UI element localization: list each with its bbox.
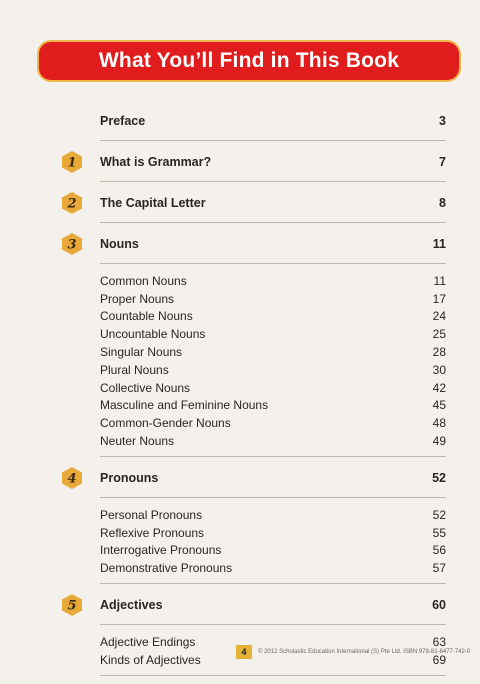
subtopic-row[interactable] (100, 432, 446, 450)
divider (100, 181, 446, 182)
chapter-title: What is Grammar? (100, 155, 212, 169)
badge-number: 1 (67, 155, 77, 171)
subtopic-row[interactable] (100, 379, 446, 397)
subtopic-page: 45 (432, 398, 446, 413)
chapter-number-badge (60, 191, 84, 215)
chapter-page: 52 (432, 470, 446, 485)
divider (100, 497, 446, 498)
subtopic-title: Proper Nouns (100, 291, 175, 306)
subtopic-title: Reflexive Pronouns (100, 525, 205, 540)
subtopic-row[interactable] (100, 343, 446, 361)
subtopic-row[interactable] (100, 524, 446, 542)
subtopic-page: 17 (432, 291, 446, 306)
subtopic-row[interactable] (100, 414, 446, 432)
subtopic-row[interactable] (100, 506, 446, 524)
subtopic-row[interactable] (100, 397, 446, 415)
chapter-page: 60 (432, 598, 446, 613)
title-banner (37, 40, 461, 82)
chapter-page: 11 (432, 237, 446, 251)
toc-section (60, 149, 446, 182)
toc-section (60, 108, 446, 141)
toc-section (60, 592, 446, 676)
subtopic-page: 25 (432, 327, 446, 342)
divider (100, 624, 446, 625)
toc-section (60, 465, 446, 584)
subtopic-row[interactable] (100, 325, 446, 343)
subtopic-title: Uncountable Nouns (100, 327, 206, 342)
chapter-heading[interactable] (60, 108, 446, 134)
subtopic-title: Countable Nouns (100, 309, 193, 324)
subtopic-page: 49 (432, 434, 446, 449)
chapter-heading[interactable] (60, 465, 446, 491)
chapter-title: Preface (100, 114, 146, 128)
subtopic-title: Common-Gender Nouns (100, 416, 231, 431)
chapter-number-badge (60, 232, 84, 256)
page-number: 4 (236, 645, 252, 659)
subtopic-page: 42 (432, 380, 446, 395)
subtopic-page: 57 (432, 561, 446, 576)
chapter-page: 8 (439, 196, 446, 210)
chapter-number-badge (60, 593, 84, 617)
chapter-number-badge (60, 466, 84, 490)
subtopic-title: Common Nouns (100, 273, 187, 288)
subtopic-row[interactable] (100, 290, 446, 308)
badge-number: 2 (67, 196, 77, 212)
subtopic-page: 48 (432, 416, 446, 431)
chapter-title: Nouns (100, 237, 139, 251)
copyright-text: © 2012 Scholastic Education International (S) Pte Ltd. ISBN 978-81-8477-742-0 (258, 649, 471, 655)
subtopic-page: 24 (432, 309, 446, 324)
chapter-title: Adjectives (100, 598, 163, 613)
chapter-number-badge (60, 150, 84, 174)
chapter-heading[interactable] (60, 190, 446, 216)
subtopic-title: Collective Nouns (100, 380, 191, 395)
subtopic-row[interactable] (100, 542, 446, 560)
chapter-page: 3 (439, 114, 446, 128)
chapter-heading[interactable] (60, 592, 446, 618)
subtopic-title: Singular Nouns (100, 345, 183, 360)
toc-section (60, 190, 446, 223)
chapter-title: The Capital Letter (100, 196, 206, 210)
subtopic-row[interactable] (100, 361, 446, 379)
subtopic-title: Adjective Endings (100, 635, 196, 650)
divider (100, 583, 446, 584)
subtopic-row[interactable] (100, 308, 446, 326)
badge-number: 5 (67, 598, 77, 614)
subtopic-list (100, 506, 446, 577)
subtopic-row[interactable] (100, 559, 446, 577)
subtopic-title: Kinds of Adjectives (100, 652, 201, 667)
subtopic-page: 11 (433, 273, 446, 288)
subtopic-page: 56 (432, 543, 446, 558)
subtopic-page: 55 (432, 525, 446, 540)
subtopic-page: 28 (432, 345, 446, 360)
subtopic-page: 52 (432, 507, 446, 522)
chapter-heading[interactable] (60, 149, 446, 175)
subtopic-page: 69 (432, 652, 446, 667)
subtopic-title: Plural Nouns (100, 362, 169, 377)
subtopic-title: Personal Pronouns (100, 507, 203, 522)
page-title: What You’ll Find in This Book (98, 49, 400, 72)
subtopic-title: Masculine and Feminine Nouns (100, 398, 269, 413)
subtopic-title: Demonstrative Pronouns (100, 561, 233, 576)
subtopic-list (100, 272, 446, 450)
chapter-page: 7 (439, 155, 446, 169)
chapter-title: Pronouns (100, 470, 159, 485)
subtopic-page: 30 (432, 362, 446, 377)
subtopic-title: Neuter Nouns (100, 434, 175, 449)
toc-section (60, 231, 446, 457)
divider (100, 263, 446, 264)
divider (100, 675, 446, 676)
chapter-heading[interactable] (60, 231, 446, 257)
badge-number: 4 (67, 471, 77, 487)
subtopic-page: 63 (432, 635, 446, 650)
subtopic-row[interactable] (100, 272, 446, 290)
divider (100, 222, 446, 223)
badge-number: 3 (67, 237, 77, 253)
divider (100, 140, 446, 141)
divider (100, 456, 446, 457)
subtopic-title: Interrogative Pronouns (100, 543, 222, 558)
footer (236, 645, 476, 659)
table-of-contents (60, 108, 446, 684)
